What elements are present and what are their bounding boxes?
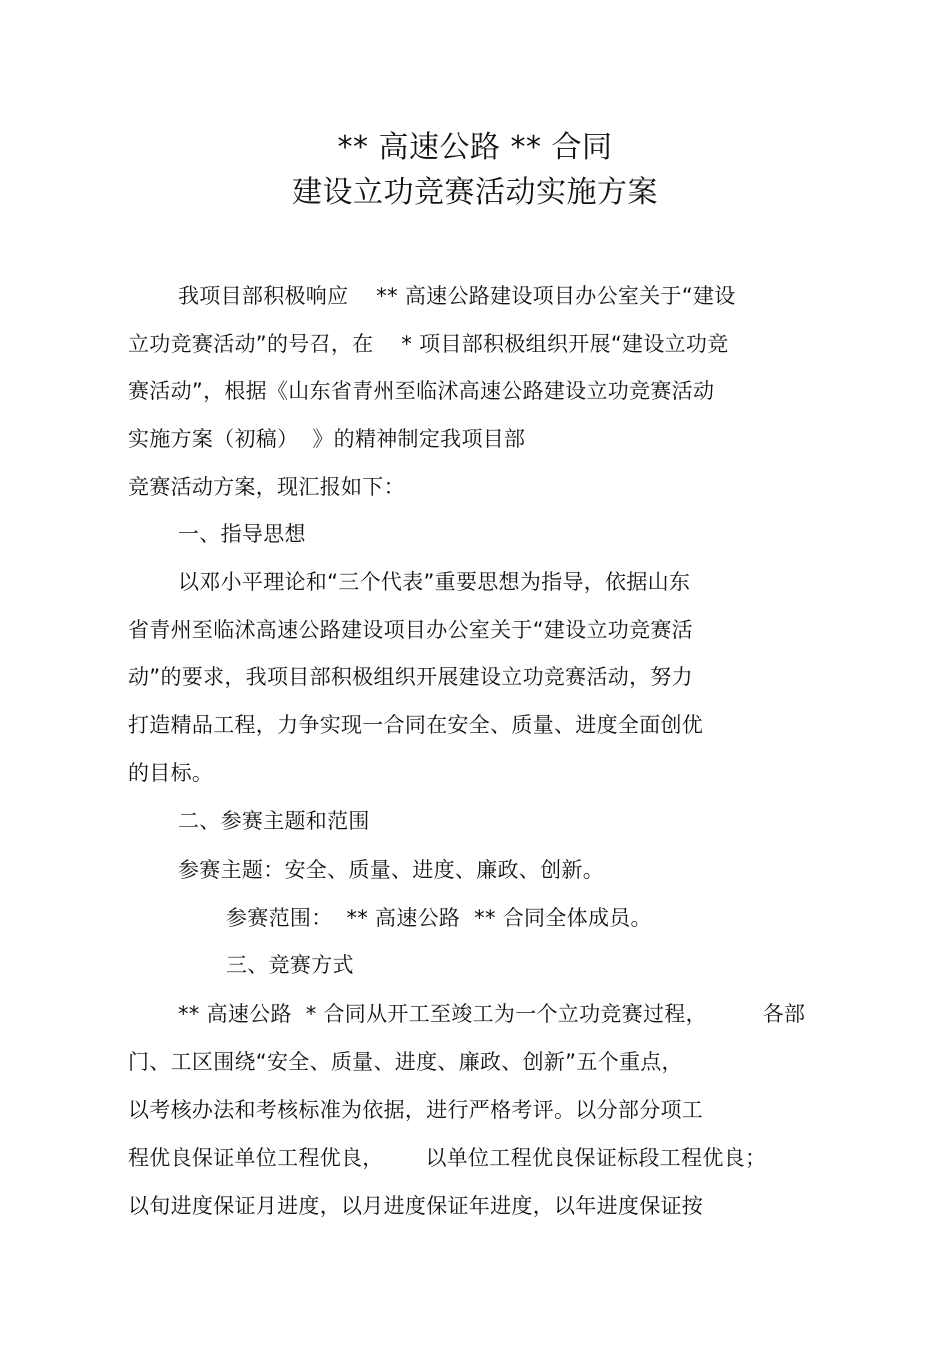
paragraph-line: 实施方案（初稿） 》的精神制定我项目部	[128, 427, 526, 451]
section-heading: 一、指导思想	[178, 522, 306, 546]
paragraph-line: 以旬进度保证月进度，以月进度保证年进度，以年进度保证按	[128, 1194, 704, 1218]
theme-line: 参赛主题：安全、质量、进度、廉政、创新。	[178, 858, 604, 882]
paragraph-line: 的目标。	[128, 761, 214, 785]
section-heading: 二、参赛主题和范围	[178, 809, 370, 833]
paragraph-line: 动”的要求，我项目部积极组织开展建设立功竞赛活动，努力	[128, 665, 693, 689]
paragraph-line: ** 高速公路 * 合同从开工至竣工为一个立功竞赛过程， 各部	[178, 1002, 806, 1026]
paragraph-line: 省青州至临沭高速公路建设项目办公室关于“建设立功竞赛活	[128, 618, 693, 642]
document-title-line1: ** 高速公路 ** 合同	[337, 130, 613, 165]
paragraph-line: 立功竞赛活动”的号召，在 * 项目部积极组织开展“建设立功竞	[128, 332, 729, 356]
paragraph-line: 程优良保证单位工程优良， 以单位工程优良保证标段工程优良；	[128, 1146, 767, 1170]
paragraph-line: 赛活动”，根据《山东省青州至临沭高速公路建设立功竞赛活动	[128, 379, 715, 403]
paragraph-line: 以考核办法和考核标准为依据，进行严格考评。以分部分项工	[128, 1098, 704, 1122]
paragraph-line: 打造精品工程，力争实现一合同在安全、质量、进度全面创优	[128, 713, 704, 737]
document-title-line2: 建设立功竞赛活动实施方案	[292, 175, 658, 210]
paragraph-line: 竞赛活动方案，现汇报如下：	[128, 475, 405, 499]
paragraph-line: 以邓小平理论和“三个代表”重要思想为指导，依据山东	[178, 570, 691, 594]
paragraph-line: 我项目部积极响应 ** 高速公路建设项目办公室关于“建设	[178, 284, 736, 308]
section-heading: 三、竞赛方式	[226, 953, 354, 977]
scope-line: 参赛范围： ** 高速公路 ** 合同全体成员。	[226, 906, 652, 930]
paragraph-line: 门、工区围绕“安全、质量、进度、廉政、创新”五个重点，	[128, 1050, 683, 1074]
